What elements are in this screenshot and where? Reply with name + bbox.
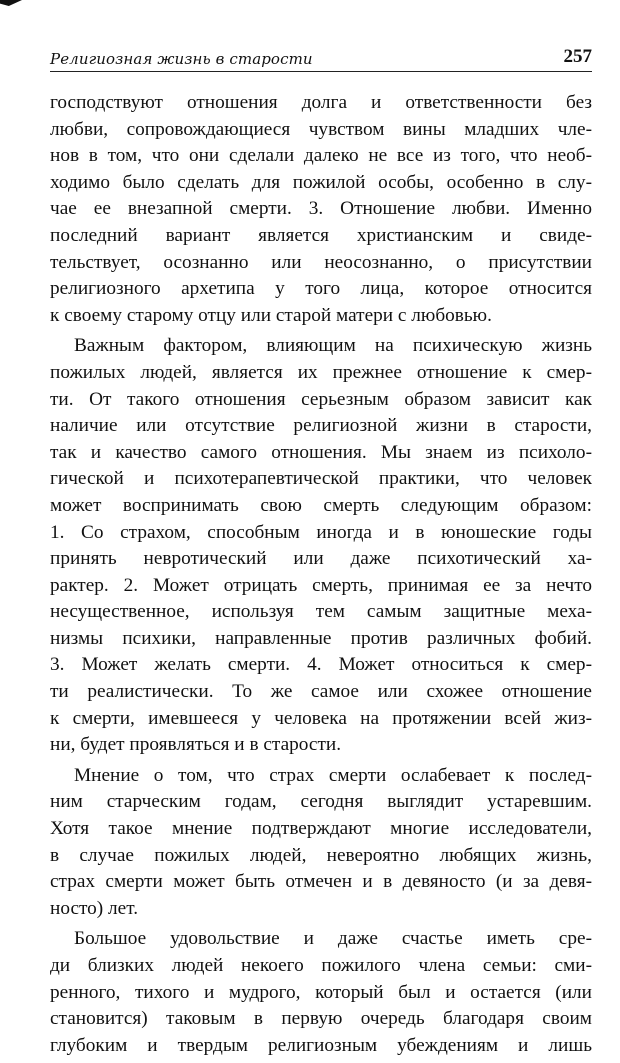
- paragraph-2: [50, 333, 592, 759]
- text-line: нов в том, что они сделали далеко не все из того, что необ-: [50, 145, 592, 167]
- page-number: 257: [563, 46, 592, 67]
- running-title: Религиозная жизнь в старости: [50, 50, 313, 68]
- text-line: ди близких людей некоего пожилого члена семьи: сми-: [50, 955, 592, 976]
- text-body: [50, 90, 592, 1063]
- text-line: Важным фактором, влияющим на психическую жизнь: [74, 335, 592, 357]
- text-line: гической и психотерапевтической практики, что человек: [50, 468, 592, 490]
- text-line: принять невротический или даже психотический ха-: [50, 548, 592, 570]
- corner-scan-mark: [0, 0, 22, 6]
- text-line: ним старческим годам, сегодня выглядит устаревшим.: [50, 791, 592, 813]
- text-line: 3. Может желать смерти. 4. Может относиться к смер-: [50, 654, 592, 676]
- text-line: ти реалистически. То же самое или схожее отношение: [50, 681, 592, 703]
- text-line: в случае пожилых людей, невероятно любящих жизнь,: [50, 844, 592, 866]
- text-line: любви, сопровождающиеся чувством вины младших чле-: [50, 118, 592, 140]
- text-line: ти. От такого отношения серьезным образом зависит как: [50, 388, 592, 410]
- text-line: рактер. 2. Может отрицать смерть, принимая ее за нечто: [50, 574, 592, 596]
- text-line: к смерти, имевшееся у человека на протяжении всей жиз-: [50, 707, 592, 729]
- text-line: страх смерти может быть отмечен и в девяносто (и за девя-: [50, 871, 592, 893]
- paragraph-4: [50, 926, 592, 1059]
- text-line: Мнение о том, что страх смерти ослабевает к послед-: [74, 764, 592, 786]
- text-line: глубоким и твердым религиозным убеждениям и лишь: [50, 1034, 592, 1056]
- paragraph-3: [50, 763, 592, 923]
- paragraph-1: [50, 90, 592, 329]
- text-line: ходимо было сделать для пожилой особы, особенно в слу-: [50, 171, 592, 193]
- text-line: ни, будет проявляться и в старости.: [50, 734, 342, 756]
- text-line: так и качество самого отношения. Мы знаем из психоло-: [50, 441, 592, 463]
- text-line: религиозного архетипа у того лица, которое относится: [50, 278, 592, 300]
- text-line: может воспринимать свою смерть следующим образом:: [50, 494, 592, 516]
- text-line: 1. Со страхом, способным иногда и в юношеские годы: [50, 521, 592, 543]
- text-line: пожилых людей, является их прежнее отношение к смер-: [50, 361, 592, 383]
- text-line: низмы психики, направленные против различных фобий.: [50, 627, 592, 649]
- text-line: последний вариант является христианским и свиде-: [50, 224, 592, 246]
- text-line: наличие или отсутствие религиозной жизни в старости,: [50, 415, 592, 437]
- text-line: ренного, тихого и мудрого, который был и остается (или: [50, 981, 592, 1003]
- text-line: к своему старому отцу или старой матери с любовью.: [50, 304, 492, 326]
- running-head: [50, 44, 592, 72]
- text-line: господствуют отношения долга и ответственности без: [50, 92, 592, 113]
- text-line: носто) лет.: [50, 897, 139, 919]
- text-line: Хотя такое мнение подтверждают многие исследователи,: [50, 818, 592, 840]
- text-line: тельствует, осознанно или неосознанно, о присутствии: [50, 251, 592, 273]
- text-line: несущественное, используя тем самым защитные меха-: [50, 601, 592, 623]
- text-line: Большое удовольствие и даже счастье иметь сре-: [74, 928, 592, 950]
- text-line: чае ее внезапной смерти. 3. Отношение любви. Именно: [50, 198, 592, 220]
- text-line: становится) таковым в первую очередь благодаря своим: [50, 1008, 592, 1030]
